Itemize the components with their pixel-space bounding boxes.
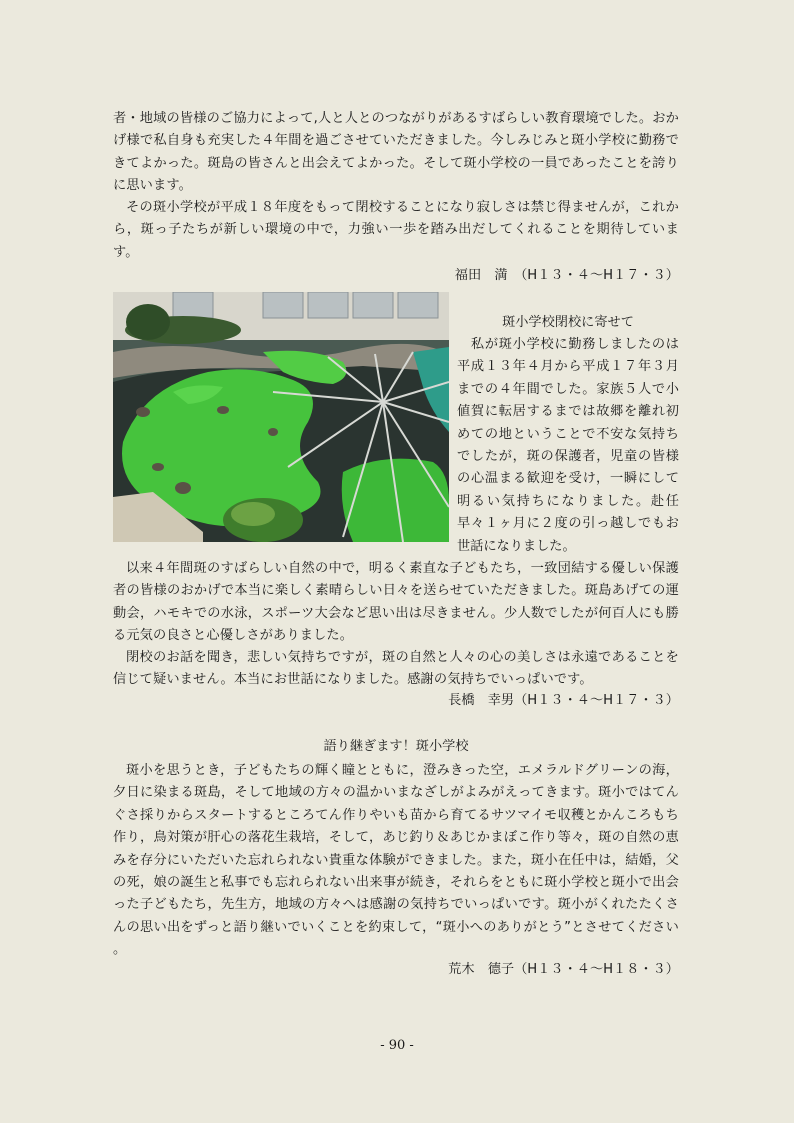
author-signature: 荒木 德子（H１３・４～H１８・３） [448,962,679,977]
page-number: - 90 - [380,1038,414,1053]
author-signature: 福田 満 （H１３・４～H１７・３） [454,268,679,283]
paragraph: 者・地域の皆様のご協力によって,人と人とのつながりがあるすばらしい教育環境でした。おかげ様で私自身も充実した４年間を過ごさせていただきました。今しみじみと斑小学校に勤務できてよかった。斑島の皆さんと出会えてよかった。そして斑小学校の一員であったことを誇りに思います。 [113,111,679,194]
paragraph: その斑小学校が平成１８年度をもって閉校することになり寂しさは禁じ得ませんが，これから，斑っ子たちが新しい環境の中で，力強い一歩を踏み出だしてくれることを期待しています。 [113,200,679,260]
paragraph: 私が斑小学校に勤務しましたのは平成１３年４月から平成１７年３月までの４年間でした。家族５人で小値賀に転居するまでは故郷を離れ初めての地ということで不安な気持ちでしたが，斑の保護者，児童の皆様の心温まる歓迎を受け，一瞬にして明るい気持ちになりました。赴任早々１ヶ月に２度の引っ越しでもお世話になりました。 [457,337,679,554]
article-title: 斑小学校閉校に寄せて [502,315,634,330]
paragraph: 以来４年間斑のすばらしい自然の中で，明るく素直な子どもたち，一致団結する優しい保護者の皆様のおかげで本当に楽しく素晴らしい日々を送らせていただきました。斑島あげての運動会，ハモキでの水泳，スポーツ大会など思い出は尽きません。少人数でしたが何百人にも勝る元気の良さと心優しさがありました。 [113,561,679,644]
paragraph: 閉校のお話を聞き，悲しい気持ちですが，斑の自然と人々の心の美しさは永遠であることを信じて疑いません。本当にお世話になりました。感謝の気持ちでいっぱいです。 [113,650,679,688]
pond-photo-image [113,292,449,542]
article-title: 語り継ぎます！斑小学校 [323,739,469,754]
pond-photo [113,292,449,542]
author-signature: 長橋 幸男（H１３・４～H１７・３） [448,693,679,708]
paragraph: 斑小を思うとき，子どもたちの輝く瞳とともに，澄みきった空，エメラルドグリーンの海，夕日に染まる斑島，そして地域の方々の温かいまなざしがよみがえってきます。斑小ではてんぐさ採りからスタートするところてん作りやいも苗から育てるサツマイモ収穫とかんころもち作り，鳥対策が肝心の落花生栽培，そして，あじ釣り＆あじかまぼこ作り等々，斑の自然の恵みを存分にいただいた忘れられない貴重な体験ができました。また，斑小在任中は，結婚，父の死，娘の誕生と私事でも忘れられない出来事が続き，それらをともに斑小学校と斑小で出会った子どもたち，先生方，地域の方々へは感謝の気持ちでいっぱいです。斑小がくれたたくさんの思い出をずっと語り継いでいくことを約束して，“斑小へのありがとう”とさせてください 。 [113,763,679,958]
